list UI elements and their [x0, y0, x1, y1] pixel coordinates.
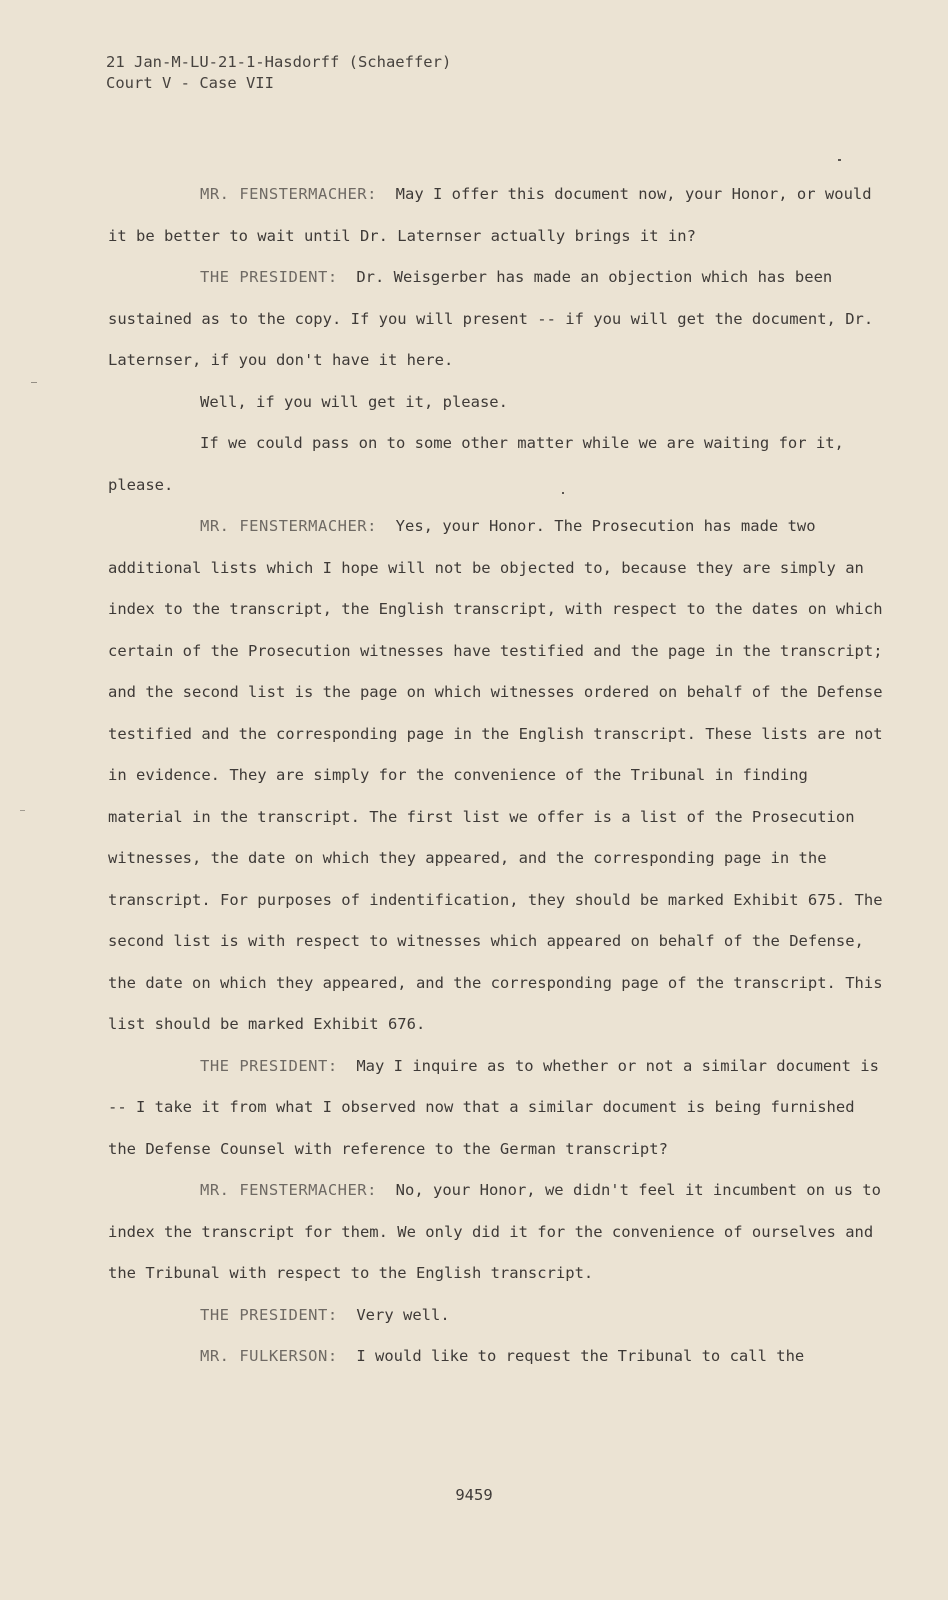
page-number: 9459 — [455, 1486, 493, 1504]
paragraph — [108, 382, 888, 424]
paragraph-text: If we could pass on to some other matter while we are waiting for it, please. — [108, 434, 844, 494]
header-line-1: 21 Jan-M-LU-21-1-Hasdorff (Schaeffer) — [106, 53, 452, 71]
paragraph — [108, 506, 888, 1046]
speaker-label: THE PRESIDENT: — [200, 268, 338, 286]
header-line-2: Court V - Case VII — [106, 74, 274, 92]
paragraph — [108, 1336, 888, 1378]
transcript-body — [108, 174, 888, 1378]
paragraph — [108, 257, 888, 382]
speaker-label: MR. FENSTERMACHER: — [200, 517, 377, 535]
speaker-label: MR. FENSTERMACHER: — [200, 1181, 377, 1199]
paragraph-text: Yes, your Honor. The Prosecution has made two additional lists which I hope will not be objected to, because they are simply an index to the transcript, the English transcript, with respect to the dates on which certain of the Prosecution witnesses have testified and the page in the transcript; and the second list is the page on which witnesses ordered on behalf of the Defense testified and the corresponding page in the English transcript. These lists are not in evidence. They are simply for the convenience of the Tribunal in finding material in the transcript. The first list we offer is a list of the Prosecution witnesses, the date on which they appeared, and the corresponding page in the transcript. For purposes of indentification, they should be marked Exhibit 675. The second list is with respect to witnesses which appeared on behalf of the Defense, the date on which they appeared, and the corresponding page of the transcript. This list should be marked Exhibit 676. — [108, 517, 883, 1033]
paragraph — [108, 423, 888, 506]
paragraph — [108, 1046, 888, 1171]
speaker-label: MR. FENSTERMACHER: — [200, 185, 377, 203]
paper-speck — [562, 492, 564, 494]
paragraph-text: May I offer this document now, your Honor, or would it be better to wait until Dr. Laternser actually brings it in? — [108, 185, 872, 245]
paper-speck — [20, 810, 25, 811]
paragraph-text: I would like to request the Tribunal to call the — [356, 1347, 805, 1365]
paragraph-text: Very well. — [356, 1305, 450, 1324]
paper-speck — [838, 159, 841, 161]
document-header — [106, 52, 451, 94]
paragraph-text: May I inquire as to whether or not a similar document is -- I take it from what I observed now that a similar document is being furnished the Defense Counsel with reference to the German transcript? — [108, 1056, 879, 1158]
paragraph — [108, 1295, 888, 1337]
paper-speck — [31, 382, 37, 383]
speaker-label: THE PRESIDENT: — [200, 1305, 338, 1324]
paragraph — [108, 1170, 888, 1295]
speaker-label: THE PRESIDENT: — [200, 1056, 338, 1075]
paragraph-text: Well, if you will get it, please. — [200, 392, 508, 411]
paragraph-text: No, your Honor, we didn't feel it incumbent on us to index the transcript for them. We only did it for the convenience of ourselves and the Tribunal with respect to the English transcript. — [108, 1181, 881, 1282]
paragraph — [108, 174, 888, 257]
paragraph-text: Dr. Weisgerber has made an objection which has been sustained as to the copy. If you will present -- if you will get the document, Dr. Laternser, if you don't have it here. — [108, 268, 874, 369]
speaker-label: MR. FULKERSON: — [200, 1347, 338, 1365]
